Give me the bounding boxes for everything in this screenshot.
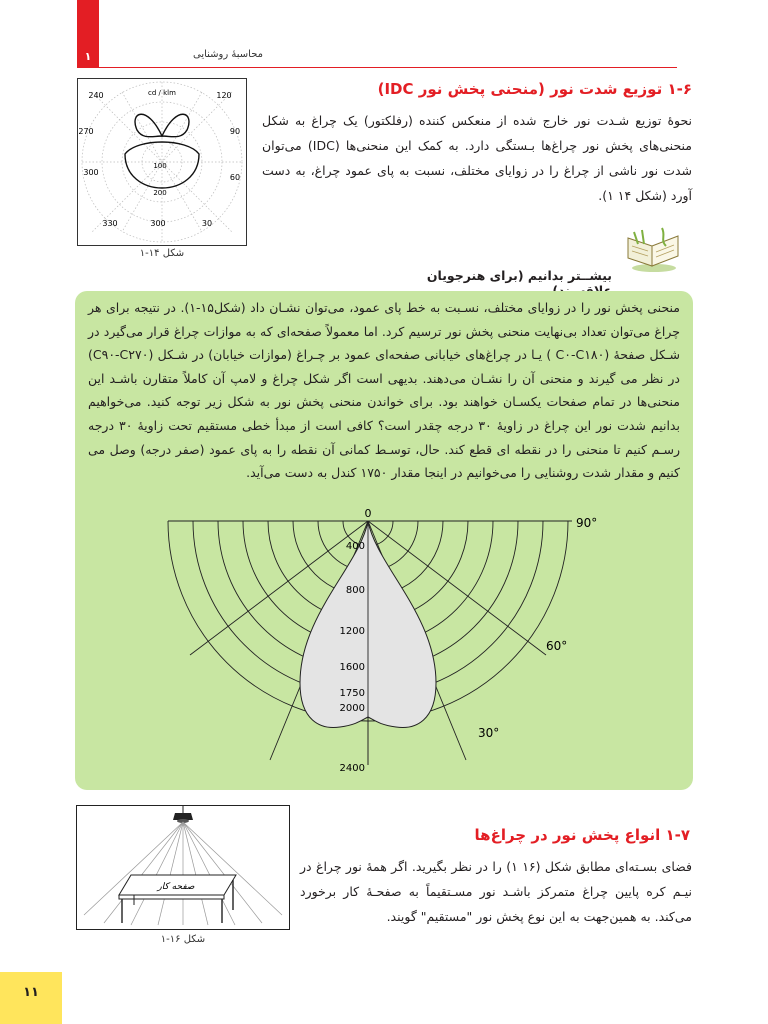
small-chart-unit: cd / klm	[148, 89, 176, 97]
direct-lighting-figure	[76, 805, 290, 930]
large-chart-angle-label: 90°	[576, 516, 598, 530]
learn-more-paragraph: منحنی پخش نور را در زوایای مختلف، نسـبت به خط پای عمود، می‌توان نشـان داد (شکل۱۵-۱). در نتیجه برای هر چراغ می‌توان تعداد بی‌نهایت منحنی پخش نور ترسیم کرد. اما معمولاً صفحه‌ای که به موازات چراغ قرار می‌گیرد در شـکل صفحهٔ (C۰-C۱۸۰ ) یـا در چراغ‌های خیابانی صفحه‌ای عمود بر چـراغ (موازات خیابان) در شـکل (C۹۰-C۲۷۰) در نظر می گیرند و منحنی آن را نشـان می‌دهند. بدیهی است اگر شکل چراغ و لامپ آن کاملاً متقارن باشـد این منحنی‌ها در تمام صفحات یکسـان خواهند بود. برای خواندن منحنی پخش نور به شکل زیر توجه کنید. می‌خواهیم بدانیم شدت نور این چراغ در زاویهٔ ۳۰ درجه چقدر است؟ کافی است از مبدأ خطی مستقیم تحت زاویهٔ ۳۰ درجه رسـم کنیم تا منحنی را در نقطه ای قطع کند. حال، توسـط کمانی آن نقطه را به پای عمود (صفر درجه) وصل می کنیم و مقدار شدت روشنایی را می‌خوانیم در اینجا مقدار ۱۷۵۰ کندل به دست می‌آید.	[88, 300, 680, 481]
small-chart-radial-label: 200	[153, 189, 167, 197]
large-chart-radial-label: 400	[345, 541, 365, 552]
large-chart-radial-label: 2400	[339, 763, 365, 774]
book-icon	[622, 224, 684, 274]
large-polar-diagram	[160, 505, 600, 780]
small-chart-radial-label: 100	[153, 162, 167, 170]
large-chart-radial-label: 1750	[339, 688, 365, 699]
small-chart-angle-label: 120	[216, 91, 232, 100]
small-chart-angle-label: 30	[201, 219, 213, 228]
large-chart-radial-label: 1200	[339, 626, 365, 637]
small-polar-chart	[77, 78, 247, 246]
section-7-paragraph: فضای بسـته‌ای مطابق شکل (۱۶ ۱) را در نظر بگیرید. اگر همهٔ نور چراغ در نیـم کره پایین چراغ متمرکز باشـد نور مسـتقیماً به صفحـهٔ کار برخورد می‌کند. به همین‌جهت به این نوع پخش نور "مستقیم" گویند.	[300, 859, 692, 924]
chapter-number: ۱	[79, 48, 97, 66]
small-chart-angle-label: 90	[229, 127, 241, 136]
large-chart-radial-label: 2000	[339, 703, 365, 714]
figure-caption-16: شکل ۱۶-۱	[160, 934, 206, 945]
small-chart-angle-label: 300	[83, 168, 99, 177]
section-7-title: ۱-۷ انواع پخش نور در چراغ‌ها	[474, 826, 690, 844]
large-chart-radial-label: 800	[345, 585, 365, 596]
large-chart-angle-label: 30°	[478, 726, 500, 740]
work-surface-label: صفحه کار	[157, 882, 195, 892]
large-chart-radial-label: 1600	[339, 662, 365, 673]
figure-caption-14: شکل ۱۴-۱	[139, 248, 185, 259]
header-divider	[77, 67, 677, 68]
large-chart-angle-label: 60°	[546, 639, 568, 653]
small-chart-angle-label: 60	[229, 173, 241, 182]
section-6-title: ۱-۶ توزیع شدت نور (منحنی پخش نور IDC)	[377, 80, 692, 98]
small-chart-angle-label: 240	[88, 91, 104, 100]
page-number: ۱۱	[23, 985, 39, 1000]
small-chart-angle-label: 330	[102, 219, 118, 228]
chapter-title: محاسبهٔ روشنایی	[192, 49, 263, 60]
large-chart-origin-label: 0	[364, 507, 372, 520]
learn-more-heading: بیشــتر بدانیم (برای هنرجویان	[426, 268, 612, 283]
section-6-paragraph: نحوهٔ توزیع شـدت نور خارج شده از منعکس کننده (رفلکتور) یک چراغ به شکل منحنی‌های پخش نور چراغ‌ها بـستگی دارد. به کمک این منحنی‌ها (IDC) می‌توان شدت نور ناشی از چراغ را در زوایای مختلف، نسبت به پای عمود چراغ، به دست آورد (شکل ۱۴ ۱).	[262, 113, 692, 203]
small-chart-angle-label: 300	[150, 219, 166, 228]
small-chart-angle-label: 270	[78, 127, 94, 136]
